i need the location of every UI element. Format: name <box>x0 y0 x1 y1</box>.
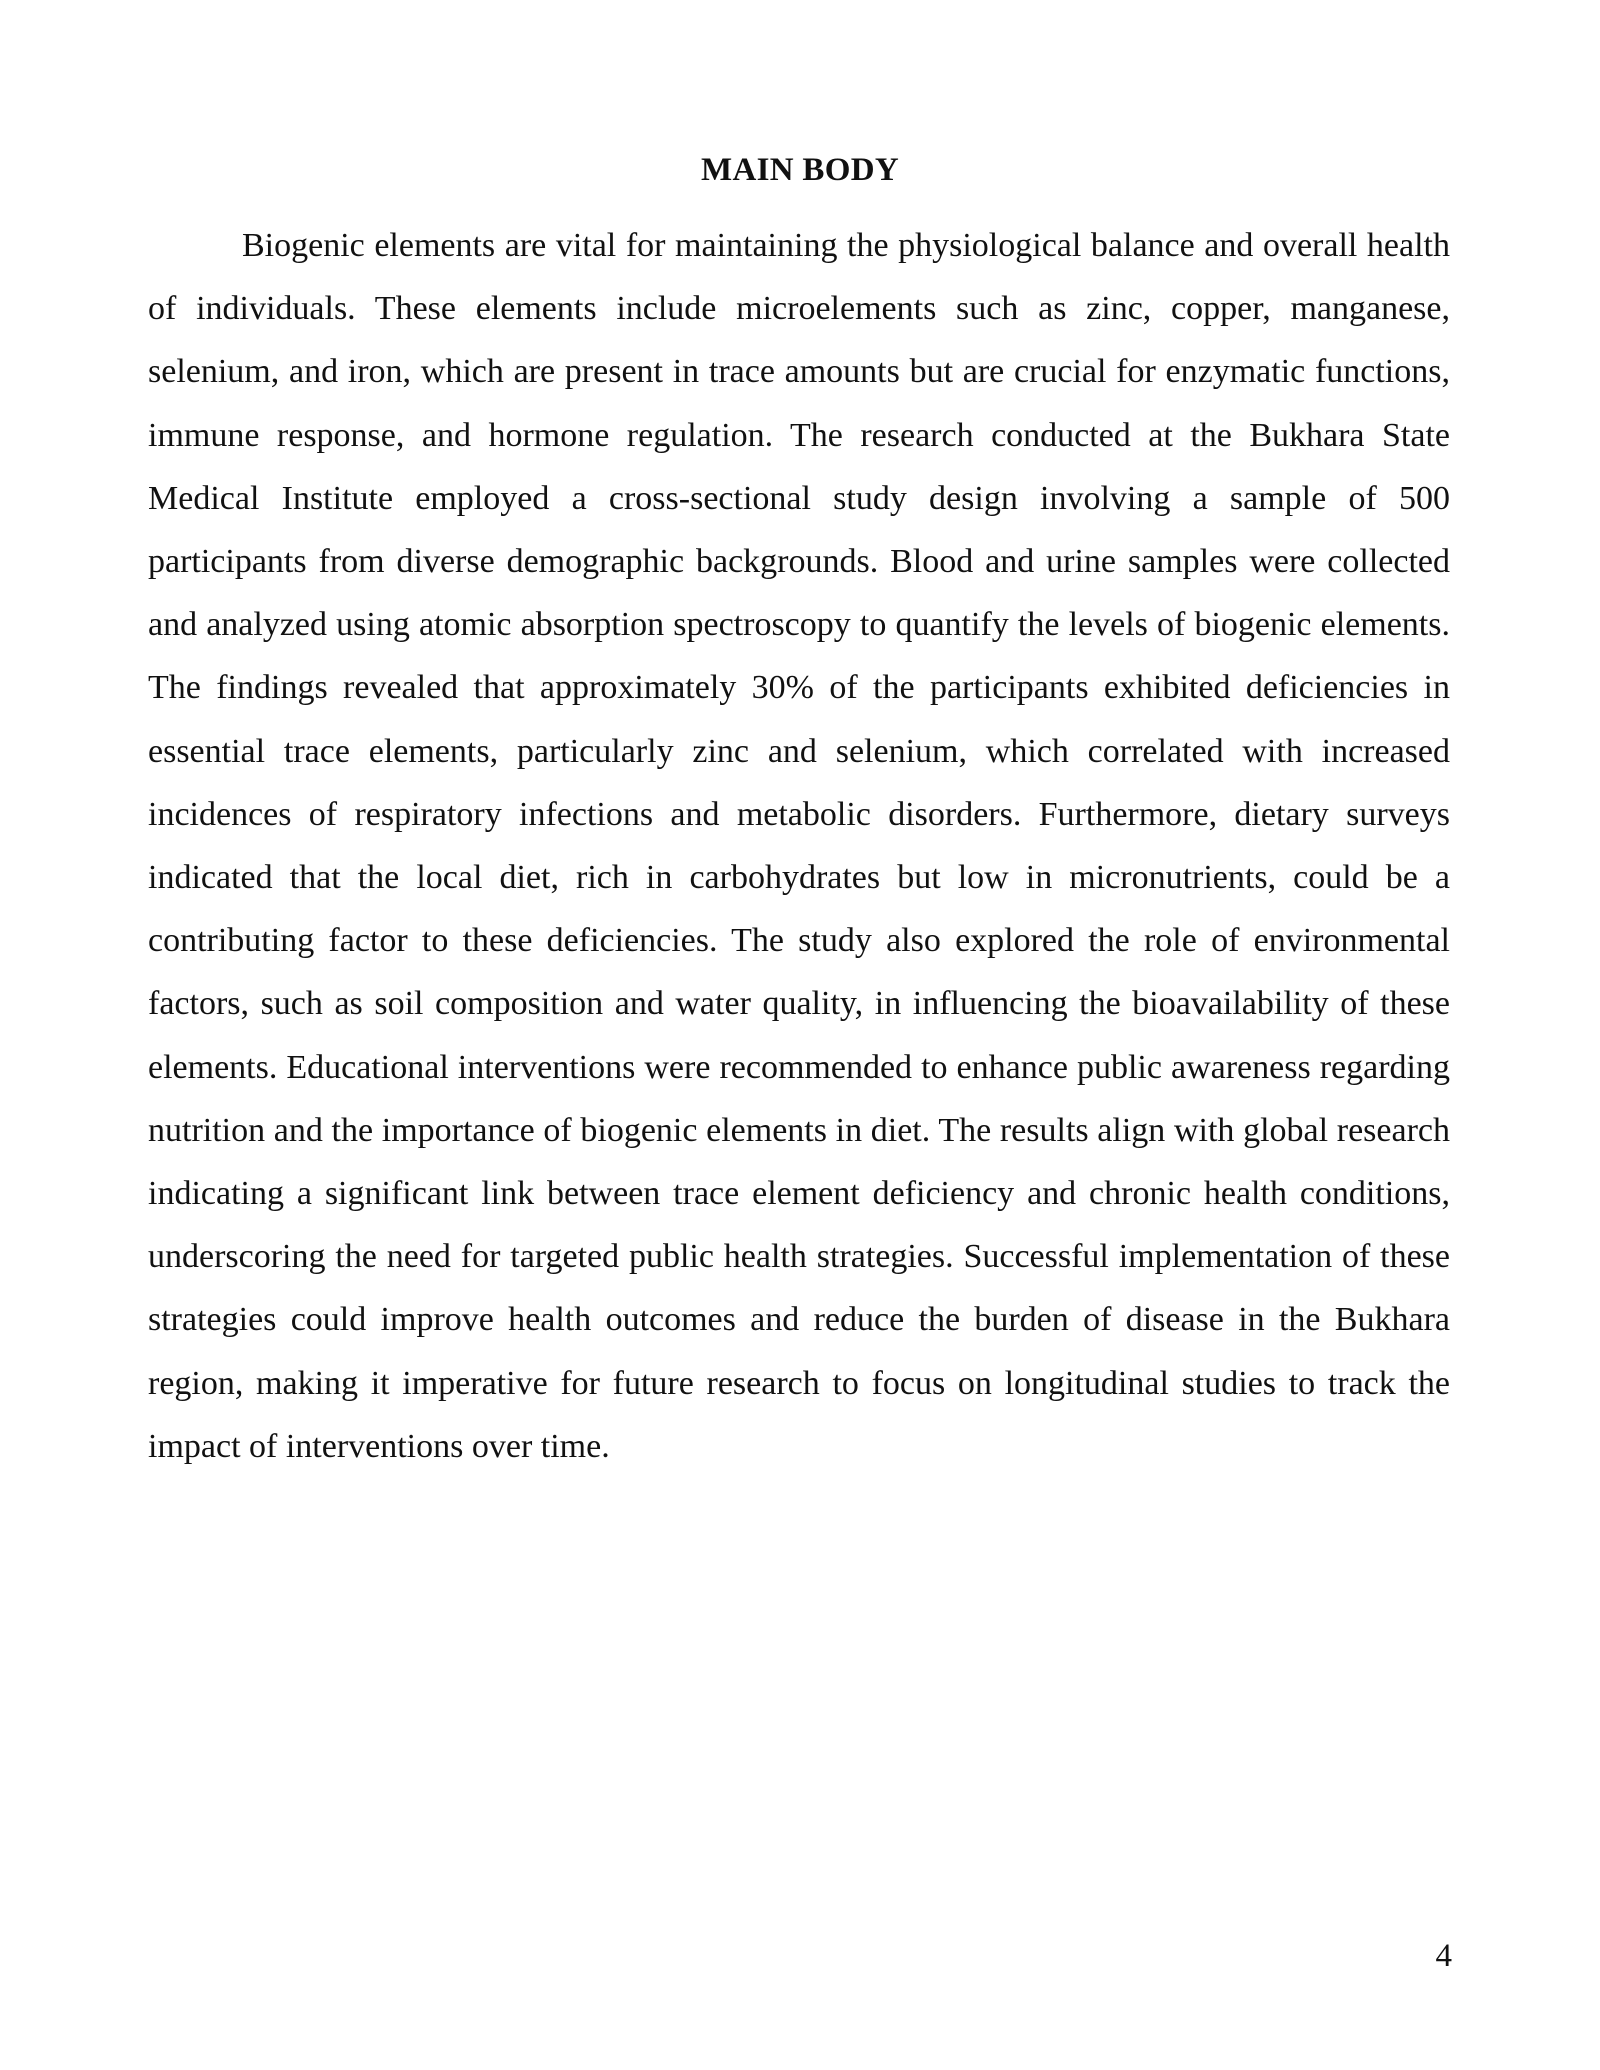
page-number: 4 <box>1435 1938 1452 1974</box>
body-paragraph: Biogenic elements are vital for maintaining the physiological balance and overall health of individuals. These elements include microelements such as zinc, copper, manganese, selenium, and iron, which are present in trace amounts but are crucial for enzymatic functions, immune response, and hormone regulation. The research conducted at the Bukhara State Medical Institute employed a cross-sectional study design involving a sample of 500 participants from diverse demographic backgrounds. Blood and urine samples were collected and analyzed using atomic absorption spectroscopy to quantify the levels of biogenic elements. The findings revealed that approximately 30% of the participants exhibited deficiencies in essential trace elements, particularly zinc and selenium, which correlated with increased incidences of respiratory infections and metabolic disorders. Furthermore, dietary surveys indicated that the local diet, rich in carbohydrates but low in micronutrients, could be a contributing factor to these deficiencies. The study also explored the role of environmental factors, such as soil composition and water quality, in influencing the bioavailability of these elements. Educational interventions were recommended to enhance public awareness regarding nutrition and the importance of biogenic elements in diet. The results align with global research indicating a significant link between trace element deficiency and chronic health conditions, underscoring the need for targeted public health strategies. Successful implementation of these strategies could improve health outcomes and reduce the burden of disease in the Bukhara region, making it imperative for future research to focus on longitudinal studies to track the impact of interventions over time. <box>148 227 1450 1465</box>
section-heading: MAIN BODY <box>701 152 899 188</box>
